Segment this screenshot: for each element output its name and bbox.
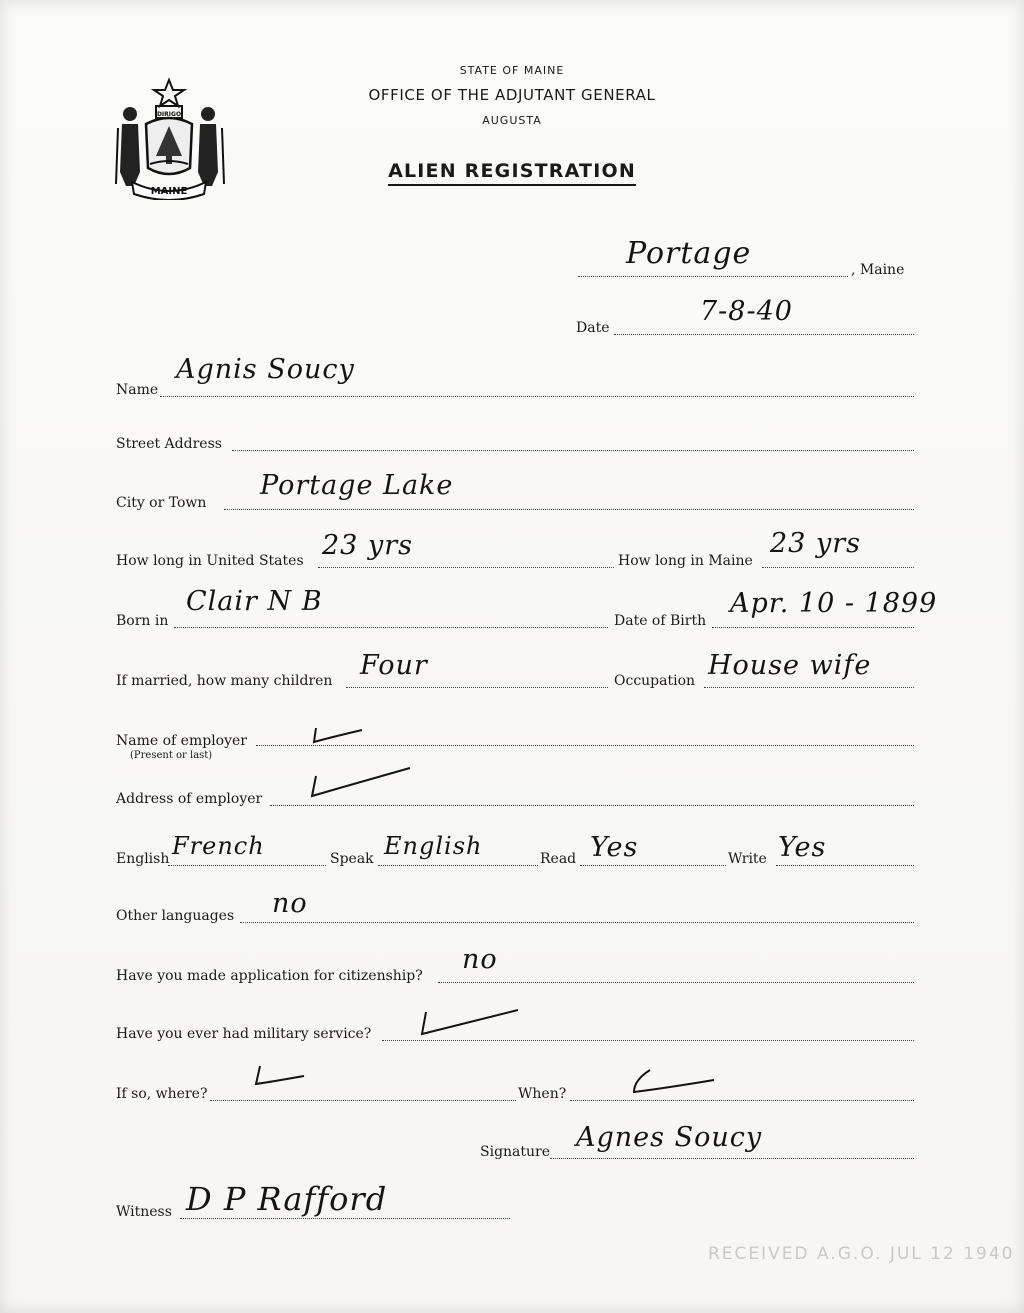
witness-label: Witness (116, 1204, 172, 1220)
born-in-label: Born in (116, 613, 169, 629)
how-long-us-line (318, 567, 614, 568)
employer-address-label: Address of employer (116, 791, 263, 807)
other-languages-label: Other languages (116, 908, 235, 924)
employer-note: (Present or last) (130, 750, 213, 761)
seal-text: MAINE (150, 186, 188, 197)
children-line (346, 687, 608, 688)
city-town-line (224, 509, 914, 510)
city-town-value[interactable]: Portage Lake (260, 470, 454, 501)
signature-line (550, 1158, 914, 1159)
citizenship-value[interactable]: no (462, 944, 498, 975)
children-value[interactable]: Four (360, 650, 428, 681)
where-check-mark (250, 1062, 310, 1092)
read-label: Read (540, 851, 577, 867)
english-label: English (116, 851, 170, 867)
employer-address-check-mark (306, 764, 416, 802)
maine-label: , Maine (851, 262, 905, 278)
military-line (382, 1040, 914, 1041)
city-town-label: City or Town (116, 495, 207, 511)
where-label: If so, where? (116, 1086, 208, 1102)
other-languages-line (240, 922, 914, 923)
born-in-value[interactable]: Clair N B (186, 586, 323, 617)
town-value[interactable]: Portage (626, 236, 752, 271)
born-in-line (174, 627, 608, 628)
header-state: STATE OF MAINE (459, 64, 565, 77)
date-of-birth-line (712, 627, 914, 628)
how-long-maine-label: How long in Maine (618, 553, 753, 569)
how-long-us-value[interactable]: 23 yrs (322, 530, 413, 561)
street-address-label: Street Address (116, 436, 222, 452)
signature-label: Signature (480, 1144, 551, 1160)
employer-name-check-mark (310, 724, 366, 748)
military-check-mark (414, 1006, 524, 1040)
speak-value[interactable]: English (384, 832, 483, 860)
how-long-maine-line (762, 567, 914, 568)
how-long-maine-value[interactable]: 23 yrs (770, 528, 861, 559)
write-label: Write (728, 851, 767, 867)
form-title-text: ALIEN REGISTRATION (388, 160, 636, 186)
citizenship-label: Have you made application for citizenship? (116, 968, 423, 984)
employer-name-label: Name of employer (116, 733, 247, 749)
english-value[interactable]: French (172, 832, 265, 860)
when-check-mark (626, 1066, 720, 1100)
read-line (580, 865, 726, 866)
town-line (578, 276, 848, 277)
employer-address-line (270, 805, 914, 806)
read-value[interactable]: Yes (590, 832, 639, 863)
signature-value[interactable]: Agnes Soucy (576, 1122, 763, 1153)
name-line (160, 396, 914, 397)
date-of-birth-label: Date of Birth (614, 613, 707, 629)
date-of-birth-value[interactable]: Apr. 10 - 1899 (730, 588, 938, 619)
how-long-us-label: How long in United States (116, 553, 304, 569)
children-label: If married, how many children (116, 673, 333, 689)
citizenship-line (438, 982, 914, 983)
date-line (614, 334, 914, 335)
header-city: AUGUSTA (482, 114, 542, 127)
english-line (168, 865, 326, 866)
name-label: Name (116, 382, 159, 398)
form-title (0, 160, 1024, 182)
date-value[interactable]: 7-8-40 (700, 296, 793, 327)
occupation-line (704, 687, 914, 688)
street-address-line (232, 450, 914, 451)
witness-value[interactable]: D P Rafford (186, 1180, 388, 1218)
date-label: Date (576, 320, 610, 336)
speak-label: Speak (330, 851, 374, 867)
speak-line (378, 865, 538, 866)
witness-line (180, 1218, 510, 1219)
military-label: Have you ever had military service? (116, 1026, 372, 1042)
when-line (570, 1100, 914, 1101)
received-stamp: RECEIVED A.G.O. JUL 12 1940 (708, 1244, 1015, 1264)
when-label: When? (518, 1086, 567, 1102)
occupation-value[interactable]: House wife (708, 650, 872, 681)
name-value[interactable]: Agnis Soucy (176, 354, 355, 385)
where-line (210, 1100, 516, 1101)
write-value[interactable]: Yes (778, 832, 827, 863)
header-office: OFFICE OF THE ADJUTANT GENERAL (368, 86, 656, 104)
other-languages-value[interactable]: no (272, 888, 308, 919)
write-line (776, 865, 914, 866)
seal-motto: DIRIGO (156, 111, 182, 118)
occupation-label: Occupation (614, 673, 696, 689)
